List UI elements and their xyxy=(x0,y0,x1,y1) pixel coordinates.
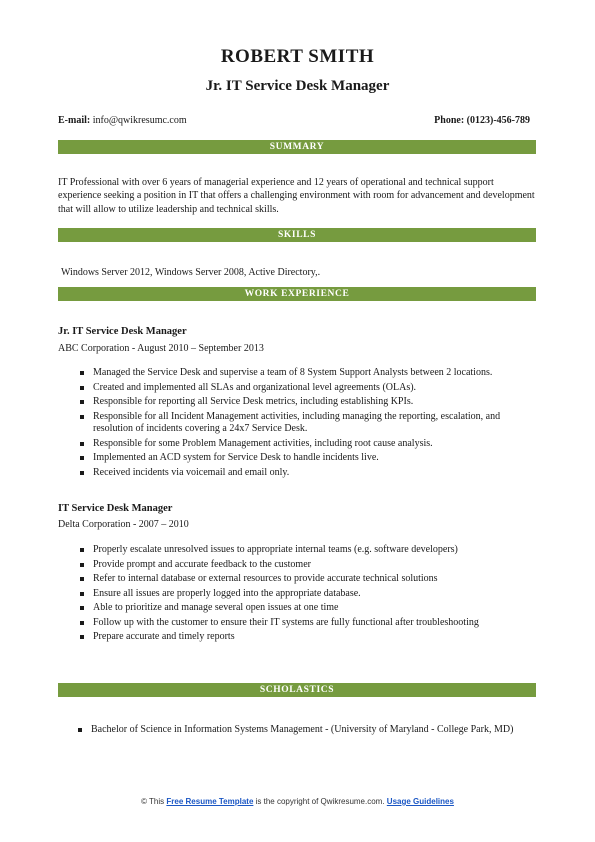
list-item: Created and implemented all SLAs and organizational level agreements (OLAs). xyxy=(80,382,536,395)
phone-block xyxy=(434,115,530,126)
scholastics-list xyxy=(78,724,540,739)
email-block xyxy=(58,115,187,126)
footer xyxy=(0,797,595,806)
summary-heading: SUMMARY xyxy=(58,140,536,154)
list-item: Implemented an ACD system for Service Desk to handle incidents live. xyxy=(80,452,536,465)
job-title: Jr. IT Service Desk Manager xyxy=(58,326,187,337)
job-company: Delta Corporation - 2007 – 2010 xyxy=(58,519,189,530)
email-label: E-mail: xyxy=(58,115,91,126)
job-title: IT Service Desk Manager xyxy=(58,503,173,514)
list-item: Received incidents via voicemail and email only. xyxy=(80,467,536,480)
job-bullets xyxy=(80,544,536,646)
list-item: Managed the Service Desk and supervise a team of 8 System Support Analysts between 2 locations. xyxy=(80,367,536,380)
job-company: ABC Corporation - August 2010 – September 2013 xyxy=(58,343,264,354)
list-item: Prepare accurate and timely reports xyxy=(80,631,536,644)
skills-text: Windows Server 2012, Windows Server 2008, Active Directory,. xyxy=(61,267,321,278)
list-item: Responsible for some Problem Management activities, including root cause analysis. xyxy=(80,438,536,451)
footer-middle: is the copyright of Qwikresume.com. xyxy=(255,797,385,806)
list-item: Bachelor of Science in Information Systems Management - (University of Maryland - College Park, MD) xyxy=(78,724,540,737)
work-experience-heading: WORK EXPERIENCE xyxy=(58,287,536,301)
scholastics-heading: SCHOLASTICS xyxy=(58,683,536,697)
footer-prefix: © This xyxy=(141,797,165,806)
usage-guidelines-link[interactable]: Usage Guidelines xyxy=(386,797,454,806)
job-bullets xyxy=(80,367,536,481)
phone-value: (0123)-456-789 xyxy=(466,115,530,126)
list-item: Ensure all issues are properly logged into the appropriate database. xyxy=(80,588,536,601)
list-item: Responsible for reporting all Service Desk metrics, including establishing KPIs. xyxy=(80,396,536,409)
list-item: Provide prompt and accurate feedback to the customer xyxy=(80,559,536,572)
summary-text: IT Professional with over 6 years of managerial experience and 12 years of operational and technical support experience seeking a position in IT that offers a challenging environment with room for advancement and development that will allow to utilize leadership and technical skills. xyxy=(58,177,535,215)
free-resume-template-link[interactable]: Free Resume Template xyxy=(166,797,254,806)
list-item: Refer to internal database or external resources to provide accurate technical solutions xyxy=(80,573,536,586)
skills-heading: SKILLS xyxy=(58,228,536,242)
list-item: Responsible for all Incident Management activities, including managing the reporting, escalation, and resolution of incidents covering a 24x7 Service Desk. xyxy=(80,411,536,436)
list-item: Follow up with the customer to ensure their IT systems are fully functional after troubleshooting xyxy=(80,617,536,630)
email-value[interactable]: info@qwikresumc.com xyxy=(92,115,187,126)
candidate-title: Jr. IT Service Desk Manager xyxy=(205,78,390,94)
candidate-name: ROBERT SMITH xyxy=(220,46,375,67)
phone-label: Phone: xyxy=(434,115,465,126)
list-item: Able to prioritize and manage several open issues at one time xyxy=(80,602,536,615)
list-item: Properly escalate unresolved issues to appropriate internal teams (e.g. software developers) xyxy=(80,544,536,557)
